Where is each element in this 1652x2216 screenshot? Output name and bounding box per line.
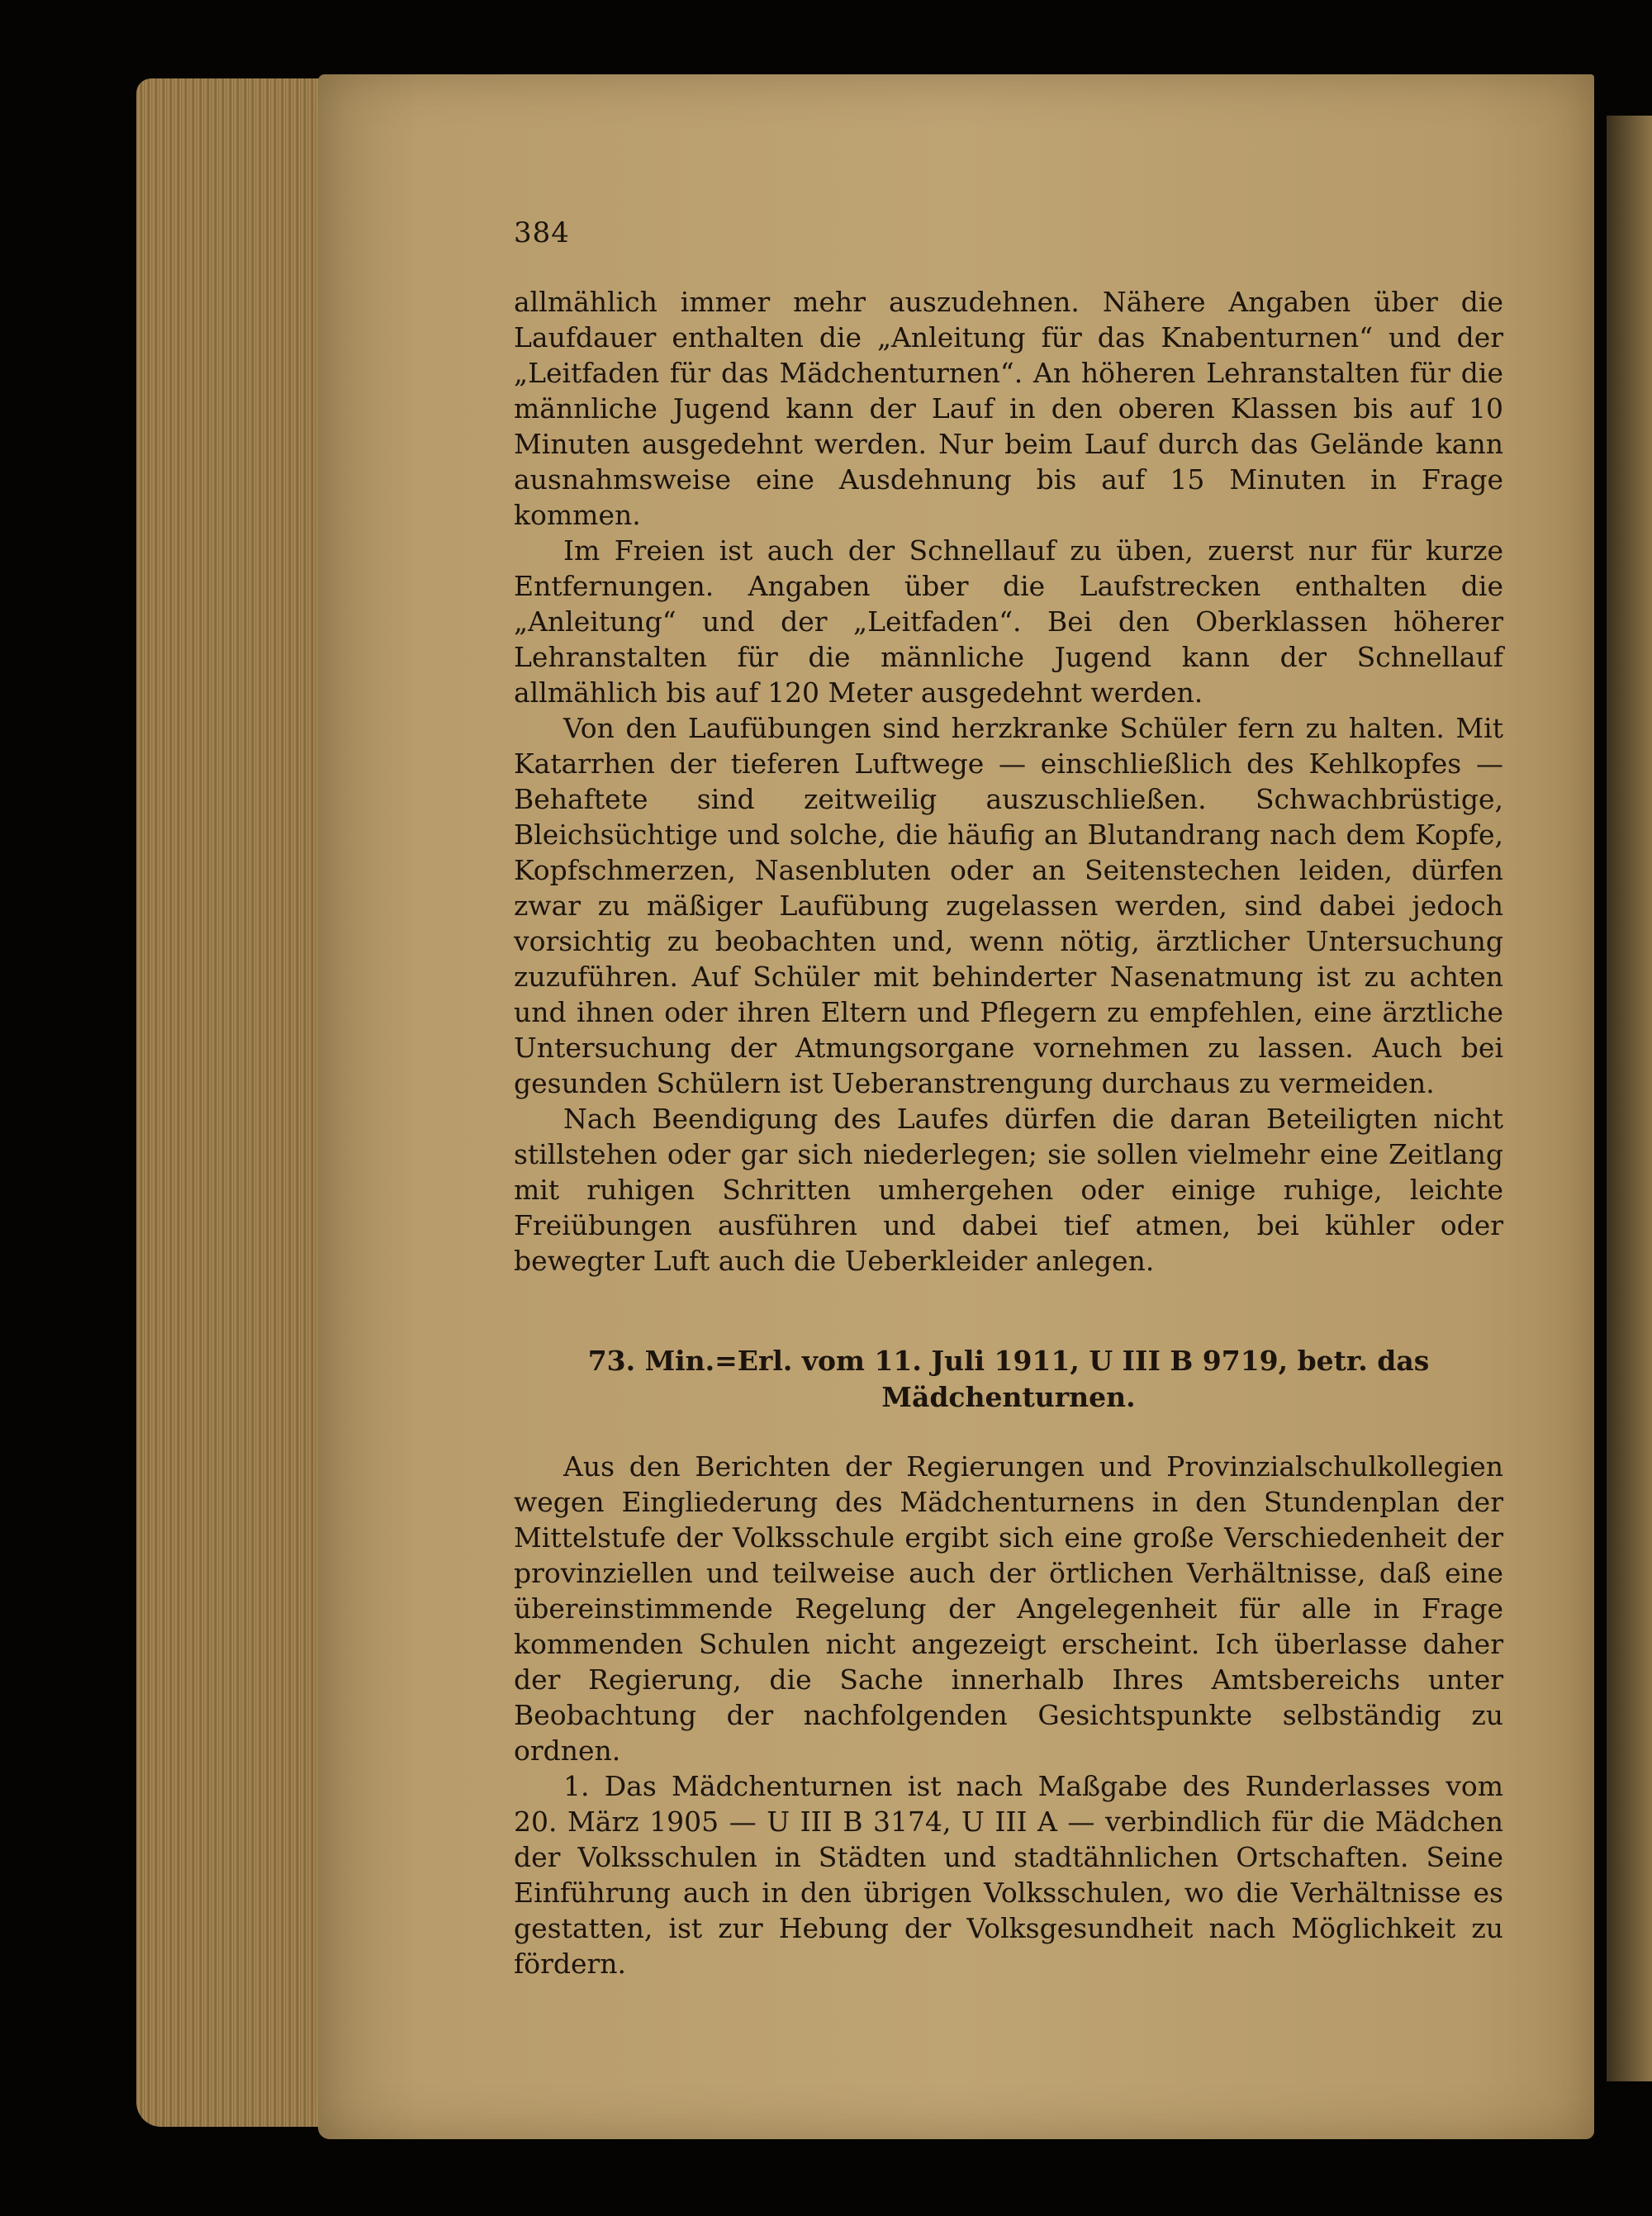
paragraph: allmählich immer mehr auszudehnen. Nähere Angaben über die Laufdauer enthalten die „Anleitung für das Knabenturnen“ und der „Leitfaden für das Mädchenturnen“. An höheren Lehranstalten für die männliche Jugend kann der Lauf in den oberen Klassen bis auf 10 Minuten ausgedehnt werden. Nur beim Lauf durch das Gelände kann ausnahmsweise eine Ausdehnung bis auf 15 Minuten in Frage kommen. — [514, 286, 1503, 531]
section-heading: 73. Min.=Erl. vom 11. Juli 1911, U III B 9719, betr. das Mädchenturnen. — [587, 1345, 1430, 1413]
paragraph: Aus den Berichten der Regierungen und Provinzialschulkollegien wegen Eingliederung des Mädchenturnens in den Stundenplan der Mittelstufe der Volksschule ergibt sich eine große Verschiedenheit der provinziellen und teilweise auch der örtlichen Verhältnisse, daß eine übereinstimmende Regelung der Angelegenheit für alle in Frage kommenden Schulen nicht angezeigt erscheint. Ich überlasse daher der Regierung, die Sache innerhalb Ihres Amtsbereichs unter Beobachtung der nachfolgenden Gesichtspunkte selbständig zu ordnen. — [514, 1450, 1503, 1767]
page-content — [514, 216, 1503, 1981]
paragraph: Von den Laufübungen sind herzkranke Schüler fern zu halten. Mit Katarrhen der tieferen Luftwege — einschließlich des Kehlkopfes — Behaftete sind zeitweilig auszuschließen. Schwachbrüstige, Bleichsüchtige und solche, die häufig an Blutandrang nach dem Kopfe, Kopfschmerzen, Nasenbluten oder an Seitenstechen leiden, dürfen zwar zu mäßiger Laufübung zugelassen werden, sind dabei jedoch vorsichtig zu beobachten und, wenn nötig, ärztlicher Untersuchung zuzuführen. Auf Schüler mit behinderter Nasenatmung ist zu achten und ihnen oder ihren Eltern und Pflegern zu empfehlen, eine ärztliche Untersuchung der Atmungsorgane vornehmen zu lassen. Auch bei gesunden Schülern ist Ueberanstrengung durchaus zu vermeiden. — [514, 712, 1503, 1099]
facing-page-edge — [1607, 116, 1652, 2081]
page-number: 384 — [514, 216, 570, 249]
page-edges — [136, 78, 335, 2127]
paragraph: 1. Das Mädchenturnen ist nach Maßgabe des Runderlasses vom 20. März 1905 — U III B 3174, U III A — verbindlich für die Mädchen der Volksschulen in Städten und stadtähnlichen Ortschaften. Seine Einführung auch in den übrigen Volksschulen, wo die Verhältnisse es gestatten, ist zur Hebung der Volksgesundheit nach Möglichkeit zu fördern. — [514, 1770, 1503, 1980]
paragraph: Im Freien ist auch der Schnellauf zu üben, zuerst nur für kurze Entfernungen. Angaben über die Laufstrecken enthalten die „Anleitung“ und der „Leitfaden“. Bei den Oberklassen höherer Lehranstalten für die männliche Jugend kann der Schnellauf allmählich bis auf 120 Meter ausgedehnt werden. — [514, 534, 1503, 709]
paragraph: Nach Beendigung des Laufes dürfen die daran Beteiligten nicht stillstehen oder gar sich niederlegen; sie sollen vielmehr eine Zeitlang mit ruhigen Schritten umhergehen oder einige ruhige, leichte Freiübungen ausführen und dabei tief atmen, bei kühler oder bewegter Luft auch die Ueberkleider anlegen. — [514, 1103, 1503, 1277]
